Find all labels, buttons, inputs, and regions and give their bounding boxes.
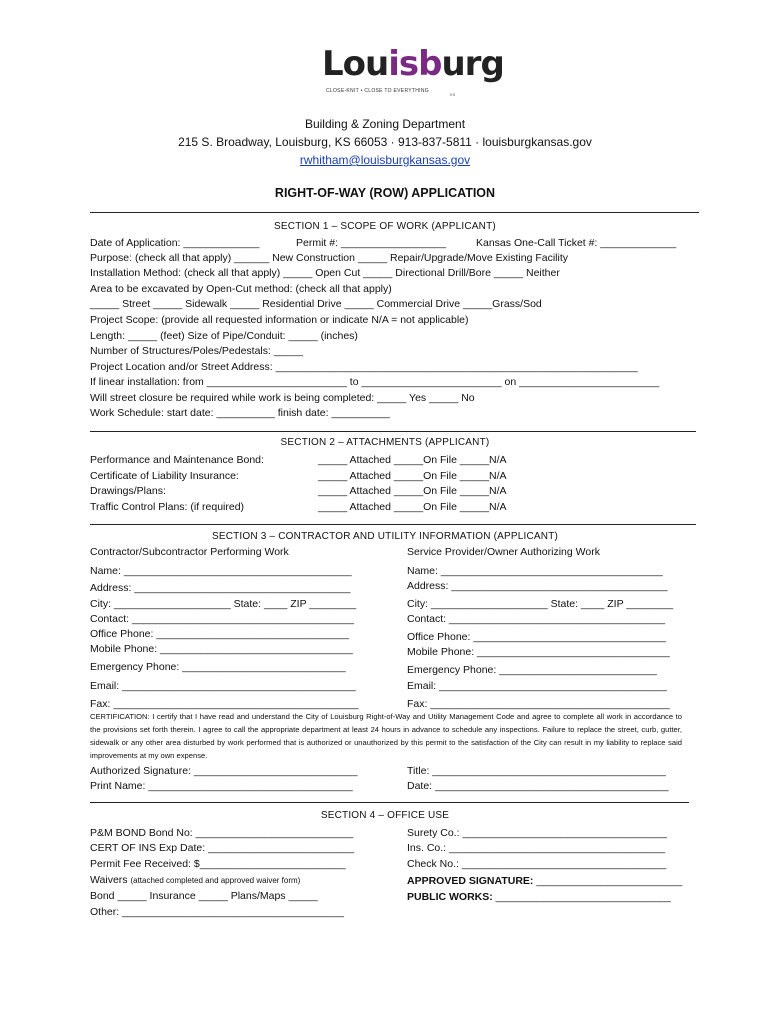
length-size-field[interactable]: Length: _____ (feet) Size of Pipe/Conduit: _____ (inches)	[90, 330, 358, 342]
contractor-emergency-phone-field[interactable]: Emergency Phone: ____________________________	[90, 661, 346, 673]
attachment-status-field[interactable]: _____ Attached _____On File _____N/A	[318, 485, 507, 497]
area-options-field[interactable]: _____ Street _____ Sidewalk _____ Residential Drive _____ Commercial Drive _____Grass/Sod	[90, 298, 542, 310]
attachment-status-field[interactable]: _____ Attached _____On File _____N/A	[318, 454, 507, 466]
approved-signature-line: _________________________	[533, 875, 683, 887]
section3-divider	[90, 802, 689, 803]
owner-mobile-phone-field[interactable]: Mobile Phone: _________________________________	[407, 646, 670, 658]
permit-fee-field[interactable]: Permit Fee Received: $_________________________	[90, 858, 346, 870]
project-location-field[interactable]: Project Location and/or Street Address: ______________________________________________________________	[90, 361, 638, 373]
contractor-name-field[interactable]: Name: _______________________________________	[90, 565, 352, 577]
owner-fax-field[interactable]: Fax: _________________________________________	[407, 698, 670, 710]
pm-bond-field[interactable]: P&M BOND Bond No: ___________________________	[90, 827, 354, 839]
linear-installation-field[interactable]: If linear installation: from ________________________ to ________________________ on ________________________	[90, 376, 660, 388]
section1-heading: SECTION 1 – SCOPE OF WORK (APPLICANT)	[274, 221, 496, 232]
public-works-label: PUBLIC WORKS:	[407, 891, 493, 903]
signer-title-field[interactable]: Title: ________________________________________	[407, 765, 666, 777]
approved-signature-label: APPROVED SIGNATURE:	[407, 875, 534, 887]
section4-heading: SECTION 4 – OFFICE USE	[320, 810, 450, 821]
waivers-note: (attached completed and approved waiver form)	[130, 876, 301, 885]
installation-method-field[interactable]: Installation Method: (check all that apply) _____ Open Cut _____ Directional Drill/Bore _____ Neither	[90, 267, 560, 279]
contractor-fax-field[interactable]: Fax: __________________________________________	[90, 698, 359, 710]
bond-insurance-plans-field[interactable]: Bond _____ Insurance _____ Plans/Maps _____	[90, 890, 318, 902]
signature-date-field[interactable]: Date: ________________________________________	[407, 780, 669, 792]
attachment-label: Traffic Control Plans: (if required)	[90, 501, 245, 513]
waivers-field[interactable]	[90, 874, 300, 887]
contact-email-link[interactable]: rwhitham@louisburgkansas.gov	[299, 153, 471, 167]
check-no-field[interactable]: Check No.: ___________________________________	[407, 858, 667, 870]
area-excavated-label: Area to be excavated by Open-Cut method: (check all that apply)	[90, 283, 392, 295]
attachment-status-field[interactable]: _____ Attached _____On File _____N/A	[318, 501, 507, 513]
owner-contact-field[interactable]: Contact: _____________________________________	[407, 613, 666, 625]
authorized-signature-field[interactable]: Authorized Signature: ____________________________	[90, 765, 358, 777]
form-title: RIGHT-OF-WAY (ROW) APPLICATION	[274, 186, 496, 200]
department-address: 215 S. Broadway, Louisburg, KS 66053 · 913-837-5811 · louisburgkansas.gov	[178, 135, 592, 149]
owner-email-field[interactable]: Email: _______________________________________	[407, 680, 667, 692]
ins-co-field[interactable]: Ins. Co.: _____________________________________	[407, 842, 666, 854]
one-call-ticket-field[interactable]: Kansas One-Call Ticket #: _____________	[476, 237, 677, 249]
section1-divider	[90, 431, 696, 432]
department-name: Building & Zoning Department	[304, 117, 466, 131]
attachment-label: Performance and Maintenance Bond:	[90, 454, 264, 466]
contractor-office-phone-field[interactable]: Office Phone: _________________________________	[90, 628, 350, 640]
other-field[interactable]: Other: ______________________________________	[90, 906, 344, 918]
permit-number-field[interactable]: Permit #: __________________	[296, 237, 447, 249]
logo-wordmark: Louisburg	[322, 44, 504, 84]
surety-co-field[interactable]: Surety Co.: ___________________________________	[407, 827, 667, 839]
attachment-label: Drawings/Plans:	[90, 485, 166, 497]
contractor-email-field[interactable]: Email: ________________________________________	[90, 680, 356, 692]
owner-city-field[interactable]: City: ____________________ State: ____ ZIP ________	[407, 598, 674, 610]
owner-column-title: Service Provider/Owner Authorizing Work	[407, 546, 600, 558]
waivers-label: Waivers	[90, 874, 128, 886]
certification-text: CERTIFICATION: I certify that I have read and understand the City of Louisburg Right-of-Way and Utility Management Code and agree to complete all work in accordance to the provisions set forth therein. I agree to call the appropriate department at least 24 hours in advance to schedule any inspections. Failure to replace the street, curb, gutter, sidewalk or any other area disturbed by work performed that is authorized or unauthorized by this permit to the satisfaction of the City can result in my liability to replace said improvements at my own expense.	[90, 712, 682, 760]
cert-ins-exp-field[interactable]: CERT OF INS Exp Date: _________________________	[90, 842, 355, 854]
contractor-city-field[interactable]: City: ____________________ State: ____ ZIP ________	[90, 598, 357, 610]
street-closure-field[interactable]: Will street closure be required while work is being completed: _____ Yes _____ No	[90, 392, 475, 404]
project-scope-label: Project Scope: (provide all requested information or indicate N/A = not applicable)	[90, 314, 469, 326]
purpose-field[interactable]: Purpose: (check all that apply) ______ New Construction _____ Repair/Upgrade/Move Existing Facility	[90, 252, 568, 264]
owner-office-phone-field[interactable]: Office Phone: _________________________________	[407, 631, 667, 643]
approved-signature-field[interactable]	[407, 875, 682, 888]
attachment-label: Certificate of Liability Insurance:	[90, 470, 239, 482]
title-divider	[90, 212, 699, 213]
section2-heading: SECTION 2 – ATTACHMENTS (APPLICANT)	[280, 437, 490, 448]
date-of-application-field[interactable]: Date of Application: _____________	[90, 237, 260, 249]
section2-divider	[90, 524, 696, 525]
contractor-address-field[interactable]: Address: _____________________________________	[90, 582, 351, 594]
contractor-mobile-phone-field[interactable]: Mobile Phone: _________________________________	[90, 643, 353, 655]
logo-tagline: CLOSE-KNIT • CLOSE TO EVERYTHING	[326, 88, 429, 94]
print-name-field[interactable]: Print Name: ___________________________________	[90, 780, 353, 792]
contractor-contact-field[interactable]: Contact: ______________________________________	[90, 613, 354, 625]
public-works-field[interactable]	[407, 891, 671, 904]
public-works-line: ______________________________	[492, 891, 671, 903]
owner-emergency-phone-field[interactable]: Emergency Phone: ___________________________	[407, 664, 657, 676]
owner-address-field[interactable]: Address: _____________________________________	[407, 580, 668, 592]
owner-name-field[interactable]: Name: ______________________________________	[407, 565, 663, 577]
attachment-status-field[interactable]: _____ Attached _____On File _____N/A	[318, 470, 507, 482]
logo-state: KS	[450, 92, 456, 97]
louisburg-logo	[322, 44, 504, 110]
contractor-column-title: Contractor/Subcontractor Performing Work	[90, 546, 289, 558]
section3-heading: SECTION 3 – CONTRACTOR AND UTILITY INFORMATION (APPLICANT)	[211, 531, 559, 542]
work-schedule-field[interactable]: Work Schedule: start date: __________ finish date: __________	[90, 407, 390, 419]
structures-field[interactable]: Number of Structures/Poles/Pedestals: _____	[90, 345, 304, 357]
